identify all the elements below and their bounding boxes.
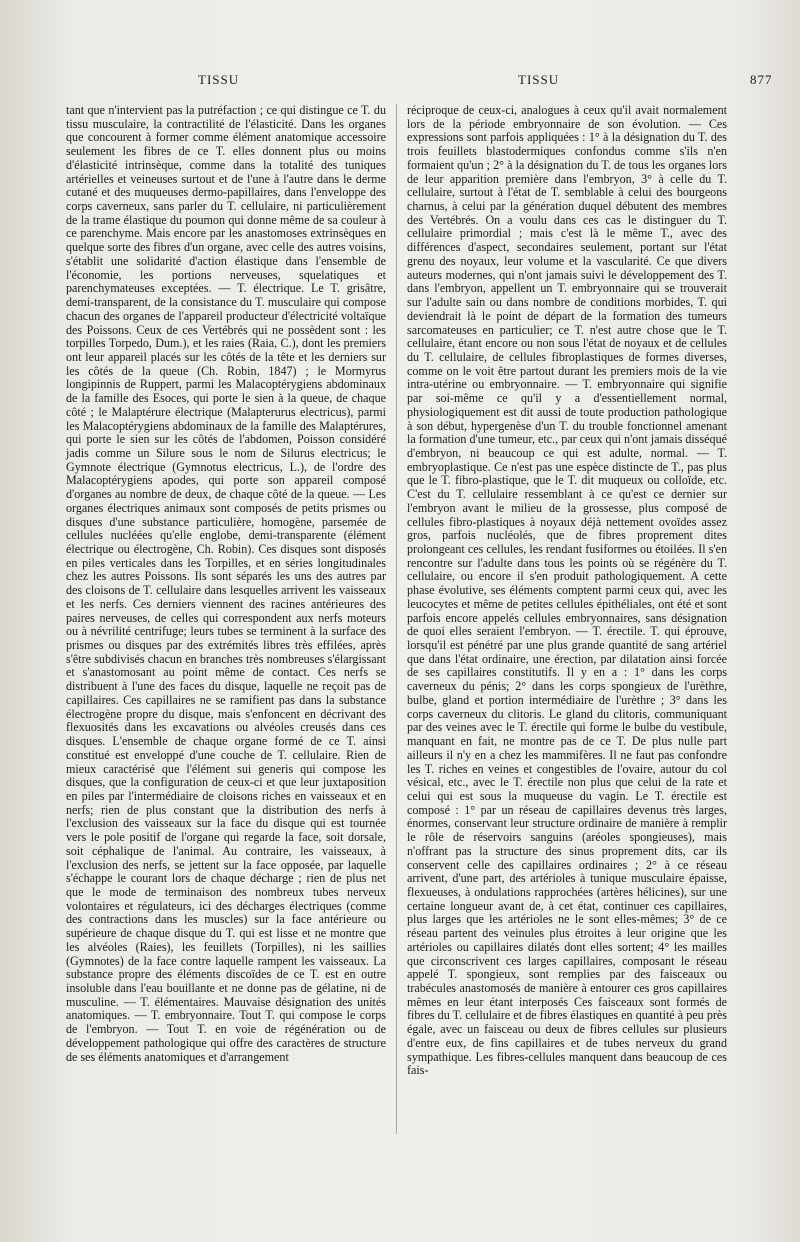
right-column-text: réciproque de ceux-ci, analogues à ceux qu'il avait normalement lors de la période embryonnaire de son évolution. — Ces expressions sont parfois appliquées : 1° à la désignation du T. des trois feuillets blastodermiques confondus comme s'ils n'en formaient qu'un ; 2° à la désignation du T. de tous les organes lors de leur apparition première dans l'embryon, 3° à celle du T. cellulaire, surtout à l'état de T. semblable à celui des bourgeons charnus, à celui par la génération duquel débutent des membres des Vertébrés. On a voulu dans ces cas le distinguer du T. cellulaire primordial ; mais c'est là le même T., avec des différences d'aspect, secondaires seulement, portant sur l'état grenu des noyaux, leur volume et la vascularité. Ce que divers auteurs modernes, qui n'ont jamais suivi le développement des T. dans l'embryon, appellent un T. embryonnaire qui se trouverait sur l'adulte sain ou dans nombre de conditions morbides, T. qui deviendrait là le point de départ de la formation des tumeurs sarcomateuses en particulier; ce T. n'est autre chose que le T. cellulaire, étant encore ou non sous l'état de noyaux et de cellules du T. cellulaire, de cellules fibroplastiques de formes diverses, comme on le voit être partout durant les premiers mois de la vie intra-utérine ou embryonnaire. — T. embryonnaire qui signifie par soi-même ce qu'il y a d'essentiellement normal, physiologiquement est dit aussi de toute production pathologique à son début, hypergenèse d'un T. du trouble fonctionnel amenant la formation d'une tumeur, etc., par ceux qui n'ont jamais disséqué d'embryon, ni beaucoup ce qui est adulte, normal. — T. embryoplastique. Ce n'est pas une espèce distincte de T., pas plus que le T. fibro-plastique, que le T. dit muqueux ou colloïde, etc. C'est du T. cellulaire ressemblant à ce qu'est ce dernier sur l'embryon avant le milieu de la grossesse, plus composé de cellules fibro-plastiques à noyaux déjà nettement ovoïdes assez gros, parfois nucléolés, que de fibres proprement dites prolongeant ces cellules, les rendant fusiformes ou étoilées. Il s'en rencontre sur l'adulte dans tous les points où se régénère du T. cellulaire, ou encore il s'en produit pathologiquement. A cette phase évolutive, ses éléments comptent parmi ceux qui, avec les leucocytes et même de petites cellules épithéliales, ont été et sont parfois encore appelés cellules embryonnaires, sans désignation de quoi elles seraient l'embryon. — T. érectile. T. qui éprouve, lorsqu'il est pénétré par une plus grande quantité de sang artériel que dans l'état ordinaire, une érection, par dilatation ainsi forcée de ses capillaires constitutifs. Il y en a : 1° dans les corps caverneux du pénis; 2° dans les corps spongieux de l'urèthre, bulbe, gland et portion intermédiaire de l'urèthre ; 3° dans les corps caverneux du clitoris. Le gland du clitoris, communiquant par des veines avec le T. érectile qui forme le bulbe du vestibule, manquant en fait, ne montre pas de ce T. De plus nulle part ailleurs il n'y en a chez les mammifères. Il ne faut pas confondre les T. riches en veines et congestibles de l'ovaire, autour du col vésical, etc., avec le T. érectile non plus que celui de la rate et celui qui est sous la muqueuse du vagin. Le T. érectile est composé : 1° par un réseau de capillaires devenus très larges, énormes, conservant leur structure ordinaire de manière à remplir le rôle de réservoirs sanguins (aréoles spongieuses), mais n'offrant pas la structure des sinus proprement dits, car ils conservent celle des capillaires ordinaires ; 2° à ce réseau arrivent, d'une part, des artérioles à tunique musculaire épaisse, flexueuses, à ondulations rapprochées (artères hélicines), sur une certaine longueur avant de, à cet état, continuer ces capillaires, plus larges que les artérioles ne le sont elles-mêmes; 3° de ce réseau partent des veinules plus étroites à leur origine que les artérioles ou capillaires dilatés dont elles sortent; 4° les mailles que circonscrivent ces larges capillaires, composant le réseau appelé T. spongieux, sont remplies par des faisceaux ou trabécules anastomosés de manière à entourer ces gros capillaires mêmes en leur étant interposés Ces faisceaux sont formés de fibres du T. cellulaire et de fibres élastiques en quantité à peu près égale, avec un faisceau ou deux de fibres cellules sur plusieurs d'entre eux, de fins capillaires et de tubes nerveux du grand sympathique. Les fibres-cellules manquent dans beaucoup de ces fais- — [407, 103, 727, 1078]
header-title-center: TISSU — [518, 72, 560, 87]
left-column-text: tant que n'intervient pas la putréfaction ; ce qui distingue ce T. du tissu musculaire, la contractilité de l'élasticité. Dans les organes que concourent à former comme élément anatomique accessoire seulement les fibres de ce T. elles donnent plus ou moins d'élasticité intrinsèque, comme dans la totalité des tuniques artérielles et veineuses surtout et de l'une à l'autre dans le derme cutané et des muqueuses dermo-papillaires, dans l'enveloppe des corps caverneux, sans parler du T. cellulaire, ni particulièrement de la trame élastique du poumon qui donne même de sa couleur à ce parenchyme. Mais encore par les anastomoses extrinsèques en quelque sorte des fibres d'un organe, avec celle des autres voisins, s'établit une solidarité d'action élastique dans l'ensemble de l'économie, les portions nerveuses, squelatiques et parenchymateuses exceptées. — T. électrique. Le T. grisâtre, demi-transparent, de la consistance du T. musculaire qui compose chacun des organes de l'appareil producteur d'électricité voltaïque des Poissons. Ceux de ces Vertébrés qui ne possèdent sont : les torpilles Torpedo, Dum.), et les raies (Raia, C.), dont les premiers ont leur appareil placés sur les côtés de la tête et les derniers sur les côtés de la queue (Ch. Robin, 1847) ; le Mormyrus longipinnis de Ruppert, parmi les Malacoptérygiens abdominaux de la famille des Esoces, qui porte le sien à la queue, de chaque côté ; le Malaptérure électrique (Malapterurus electricus), parmi les Malacoptérygiens abdominaux de la famille des Malaptérures, qui porte le sien sur les côtés de l'abdomen, Poisson considéré jadis comme un Silure sous le nom de Silurus electricus; le Gymnote électrique (Gymnotus electricus, L.), de l'ordre des Malacoptérygiens apodes, qui porte son appareil composé d'organes au nombre de deux, de chaque côté de la queue. — Les organes électriques animaux sont composés de petits prismes ou disques d'une substance particulière, homogène, parsemée de cellules nucléées qu'elle englobe, demi-transparente (élément électrique ou électrogène, Ch. Robin). Ces disques sont disposés en piles verticales dans les Torpilles, et en séries longitudinales chez les autres Poissons. Ils sont séparés les uns des autres par des cloisons de T. cellulaire dans lesquelles arrivent les vaisseaux et les nerfs. Ces derniers viennent des racines antérieures des paires nerveuses, de celles qui correspondent aux nerfs moteurs ou à névrilité centrifuge; leurs tubes se terminent à la surface des prismes ou disques par des extrémités libres très effilées, après s'être subdivisés chacun en branches très nombreuses s'élargissant et s'anastomosant au point même de contact. Ces nerfs se distribuent à l'une des faces du disque, laquelle ne reçoit pas de capillaires. Ces capillaires ne se ramifient pas dans la substance électrogène propre du disque, mais s'enfoncent en décrivant des flexuosités dans les excavations ou alvéoles creusés dans ces disques. L'ensemble de chaque organe formé de ce T. ainsi constitué est enveloppé d'une couche de T. cellulaire. Rien de mieux caractérisé que l'élément sui generis qui compose les disques, que la configuration de ceux-ci et que leur juxtaposition en piles par l'intermédiaire de cloisons riches en vaisseaux et en nerfs; rien de plus constant que la distribution des nerfs à l'exclusion des vaisseaux sur la face du disque qui est tournée vers le pole positif de l'organe qui regarde la face, soit dorsale, soit céphalique de l'animal. Au contraire, les vaisseaux, à l'exclusion des nerfs, se jettent sur la face opposée, par laquelle s'échappe le courant lors de chaque décharge ; rien de plus net que le mode de terminaison des nombreux tubes nerveux volontaires et régulateurs, ici des décharges électriques (comme des contractions dans les muscles) sur la face antérieure ou supérieure de chaque disque du T. qui est lisse et ne montre que les alvéoles (Raies), les feuillets (Torpilles), ni les saillies (Gymnotes) de la face contre laquelle rampent les vaisseaux. La substance propre des éléments discoïdes de ce T. est en outre insoluble dans l'eau bouillante et ne donne pas de gélatine, ni de musculine. — T. élémentaires. Mauvaise désignation des unités anatomiques. — T. embryonnaire. Tout T. qui compose le corps de l'embryon. — Tout T. en voie de régénération ou de développement pathologique qui offre des caractères de structure de ses éléments anatomiques et d'arrangement — [66, 103, 386, 1064]
running-header — [0, 72, 800, 92]
page-number: 877 — [750, 72, 773, 87]
column-divider — [396, 104, 397, 1134]
header-title-left: TISSU — [198, 72, 240, 87]
